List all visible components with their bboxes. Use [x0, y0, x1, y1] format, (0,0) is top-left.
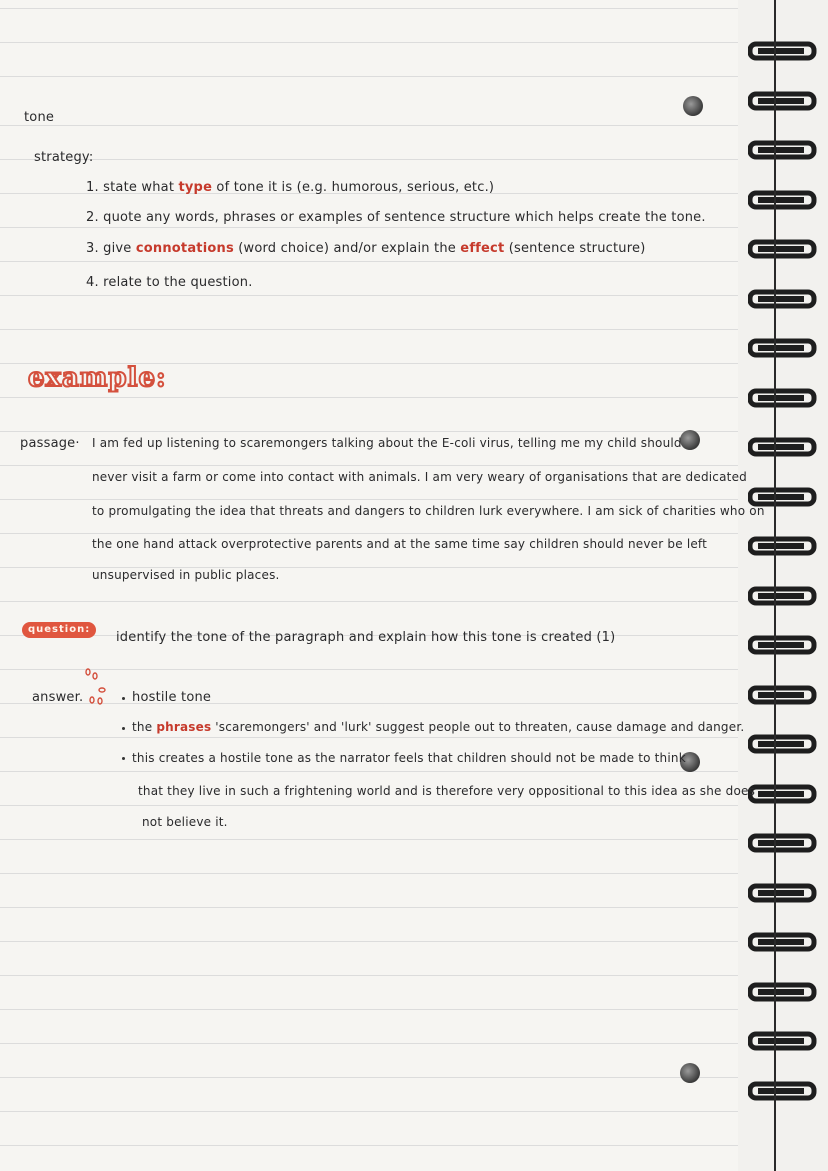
spiral-ring — [748, 981, 818, 1003]
spiral-ring — [748, 1080, 818, 1102]
answer-label: answer. — [32, 690, 84, 705]
passage-label: passage· — [20, 436, 80, 451]
burst-doodle-icon — [80, 668, 110, 708]
answer-point-3-line: not believe it. — [142, 815, 228, 829]
spiral-ring — [748, 882, 818, 904]
punch-hole — [683, 96, 703, 116]
spiral-ring — [748, 238, 818, 260]
spiral-ring — [748, 189, 818, 211]
spiral-ring — [748, 931, 818, 953]
spiral-ring — [748, 40, 818, 62]
strategy-step-3: 3. give connotations (word choice) and/or explain the effect (sentence structure) — [86, 241, 646, 256]
punch-hole — [680, 430, 700, 450]
answer-point-1: hostile tone — [132, 690, 212, 705]
passage-line: to promulgating the idea that threats and dangers to children lurk everywhere. I am sick of charities who on — [92, 504, 765, 518]
spiral-ring — [748, 535, 818, 557]
answer-point-3-line: that they live in such a frightening world and is therefore very oppositional to this idea as she does — [138, 784, 756, 798]
spiral-ring — [748, 337, 818, 359]
question-badge: question: — [22, 622, 96, 638]
bullet — [122, 727, 125, 730]
spiral-ring — [748, 733, 818, 755]
question-text: identify the tone of the paragraph and explain how this tone is created (1) — [116, 630, 616, 645]
example-title: example: — [28, 363, 167, 393]
passage-line: never visit a farm or come into contact with animals. I am very weary of organisations that are dedicated — [92, 470, 747, 484]
punch-hole — [680, 1063, 700, 1083]
spiral-ring — [748, 585, 818, 607]
passage-line: the one hand attack overprotective parents and at the same time say children should never be left — [92, 537, 708, 551]
spiral-ring — [748, 684, 818, 706]
spiral-ring — [748, 139, 818, 161]
spiral-ring — [748, 288, 818, 310]
strategy-step-2: 2. quote any words, phrases or examples of sentence structure which helps create the tone. — [86, 210, 706, 225]
passage-line: I am fed up listening to scaremongers talking about the E-coli virus, telling me my child should — [92, 436, 682, 450]
spiral-ring — [748, 436, 818, 458]
answer-point-3-line: this creates a hostile tone as the narrator feels that children should not be made to think — [132, 751, 686, 765]
spiral-ring — [748, 387, 818, 409]
answer-point-2: the phrases 'scaremongers' and 'lurk' suggest people out to threaten, cause damage and danger. — [132, 720, 745, 734]
spiral-ring — [748, 90, 818, 112]
section-heading: tone — [24, 110, 55, 125]
bullet — [122, 697, 125, 700]
spiral-ring — [748, 1030, 818, 1052]
strategy-step-1: 1. state what type of tone it is (e.g. humorous, serious, etc.) — [86, 180, 495, 195]
strategy-label: strategy: — [34, 150, 94, 165]
bullet — [122, 757, 125, 760]
spiral-ring — [748, 634, 818, 656]
spine-line — [774, 0, 776, 1171]
strategy-step-4: 4. relate to the question. — [86, 275, 253, 290]
spiral-ring — [748, 783, 818, 805]
spiral-binding — [738, 0, 828, 1171]
spiral-ring — [748, 832, 818, 854]
passage-line: unsupervised in public places. — [92, 568, 280, 582]
